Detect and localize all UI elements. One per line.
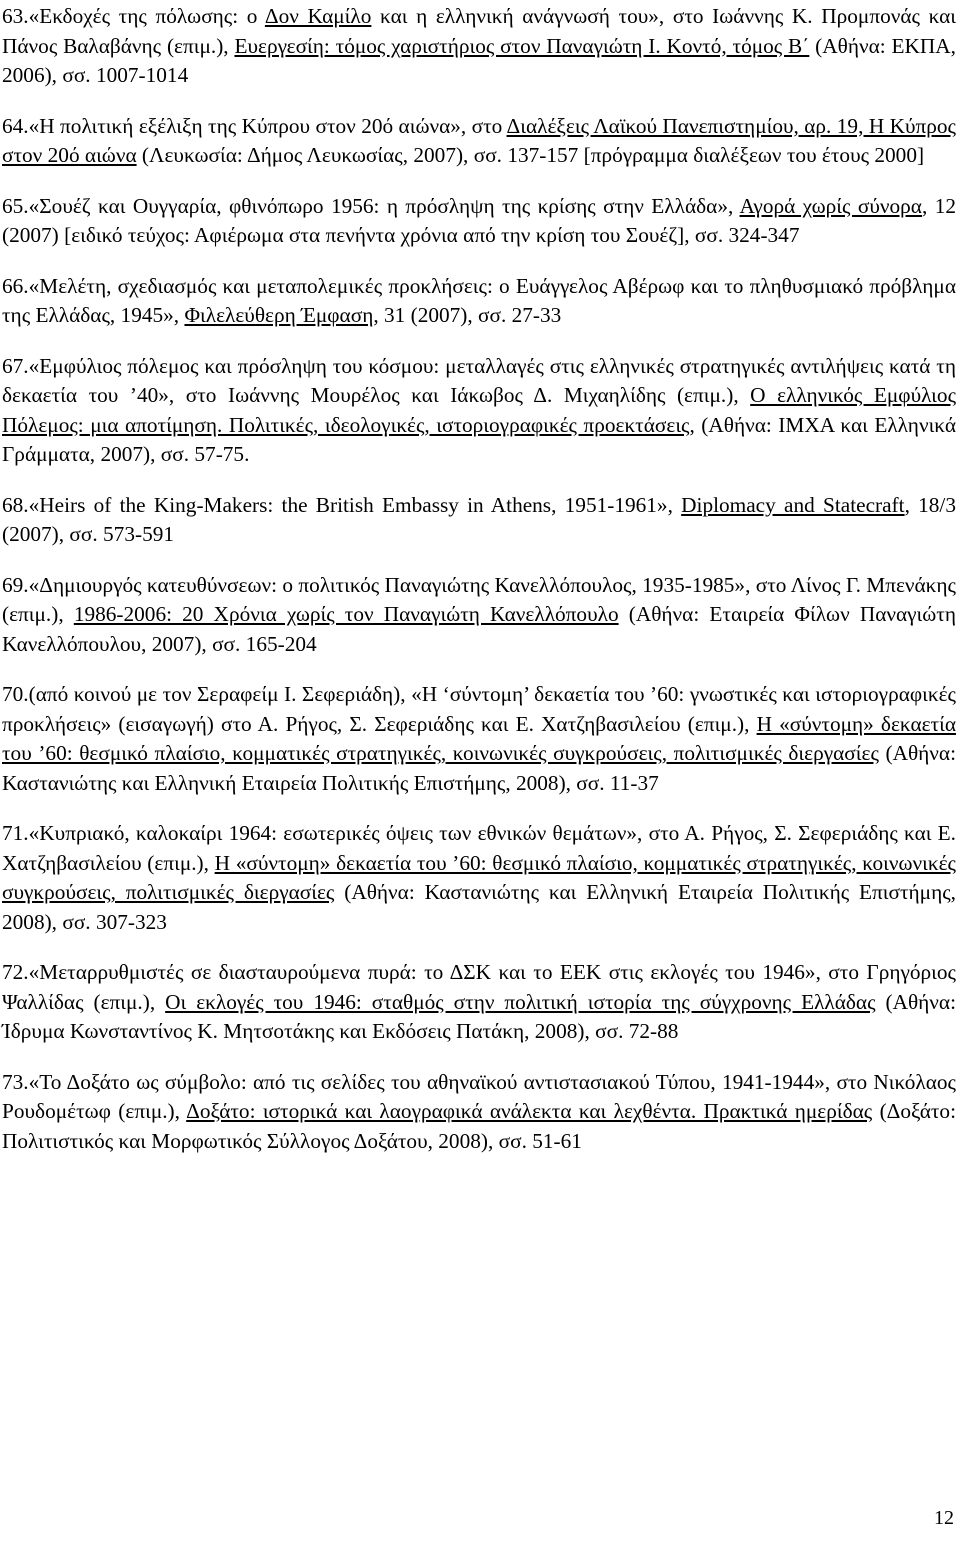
bibliography-entry-63 (2, 2, 956, 91)
entry-text: , (Αθήνα: ΙΜΧΑ και Ελληνικά Γράμματα, 2007), σσ. 57-75. (2, 412, 957, 466)
entry-title-underlined: Οι εκλογές του 1946: σταθμός στην πολιτική ιστορία της σύγχρονης Ελλάδας (165, 989, 876, 1014)
entry-title-underlined: Δον Καμίλο (264, 4, 372, 28)
entry-text: , 31 (2007), σσ. 27-33 (373, 303, 562, 327)
bibliography-entry-71 (2, 819, 956, 937)
entry-title-underlined: Αγορά χωρίς σύνορα (739, 193, 922, 218)
entry-text: (Αθήνα: ΕΚΠΑ, 2006), σσ. 1007-1014 (2, 33, 956, 87)
bibliography-entry-66 (2, 272, 956, 331)
entry-text: 67.«Εμφύλιος πόλεμος και πρόσληψη του κόσμου: μεταλλαγές στις ελληνικές στρατηγικές αντιλήψεις κατά τη δεκαετία του ’40», στο Ιωάννης Μουρέλος και Ιάκωβος Δ. Μιχαηλίδης (επιμ.), (2, 353, 956, 407)
entry-text: 71.«Κυπριακό, καλοκαίρι 1964: εσωτερικές όψεις των εθνικών θεμάτων», στο Α. Ρήγος, Σ. Σεφεριάδης και Ε. Χατζηβασιλείου (επιμ.), (2, 821, 956, 875)
entry-title-underlined: 1986-2006: 20 Χρόνια χωρίς τον Παναγιώτη Κανελλόπουλο (73, 602, 619, 626)
bibliography-entry-72 (2, 958, 956, 1047)
bibliography-entry-70 (2, 680, 956, 798)
entry-text: (Αθήνα: Καστανιώτης και Ελληνική Εταιρεία Πολιτικής Επιστήμης, 2008), σσ. 307-323 (2, 880, 956, 934)
entry-text: 68.«Heirs of the King-Makers: the British Embassy in Athens, 1951-1961», (2, 492, 682, 517)
bibliography-entry-64 (2, 112, 956, 171)
entry-text: 73.«Το Δοξάτο ως σύμβολο: από τις σελίδες του αθηναϊκού αντιστασιακού Τύπου, 1941-1944», στο Νικόλαος Ρουδομέτωφ (επιμ.), (2, 1069, 956, 1123)
page-number: 12 (934, 1507, 954, 1529)
entry-title-underlined: Ο ελληνικός Εμφύλιος Πόλεμος: μια αποτίμηση. Πολιτικές, ιδεολογικές, ιστοριογραφικές προεκτάσεις (2, 383, 956, 437)
entry-text: 65.«Σουέζ και Ουγγαρία, φθινόπωρο 1956: η πρόσληψη της κρίσης στην Ελλάδα», (2, 193, 740, 218)
entry-text: 63.«Εκδοχές της πόλωσης: ο (2, 4, 265, 28)
entry-text: 64.«Η πολιτική εξέλιξη της Κύπρου στον 20ό αιώνα», στο (2, 113, 507, 138)
bibliography-entry-69 (2, 571, 956, 660)
entry-title-underlined: Η «σύντομη» δεκαετία του ’60: θεσμικό πλαίσιο, κομματικές στρατηγικές, κοινωνικές συγκρούσεις, πολιτισμικές διεργασίες (2, 711, 957, 765)
entry-title-underlined: Δοξάτο: ιστορικά και λαογραφικά ανάλεκτα και λεχθέντα. Πρακτικά ημερίδας (186, 1099, 873, 1123)
entry-text: και η ελληνική ανάγνωσή του», στο Ιωάννης Κ. Προμπονάς και Πάνος Βαλαβάνης (επιμ.), (2, 4, 957, 58)
entry-text: (Αθήνα: Ίδρυμα Κωνσταντίνος Κ. Μητσοτάκης και Εκδόσεις Πατάκη, 2008), σσ. 72-88 (2, 989, 956, 1043)
entry-text: 70.(από κοινού με τον Σεραφείμ Ι. Σεφεριάδη), «Η ‘σύντομη’ δεκαετία του ’60: γνωστικές και ιστοριογραφικές προκλήσεις» (εισαγωγή) στο Α. Ρήγος, Σ. Σεφεριάδης και Ε. Χατζηβασιλείου (επιμ.), (2, 682, 956, 736)
entry-text: , 18/3 (2007), σσ. 573-591 (2, 492, 956, 546)
bibliography-list (2, 2, 956, 1177)
bibliography-entry-65 (2, 192, 956, 251)
bibliography-entry-67 (2, 352, 956, 470)
bibliography-entry-68 (2, 491, 956, 550)
entry-text: 72.«Μεταρρυθμιστές σε διασταυρούμενα πυρά: το ΔΣΚ και το ΕΕΚ στις εκλογές του 1946», στο Γρηγόριος Ψαλλίδας (επιμ.), (2, 960, 956, 1014)
entry-title-underlined: Φιλελεύθερη Έμφαση (184, 303, 374, 327)
entry-text: (Δοξάτο: Πολιτιστικός και Μορφωτικός Σύλλογος Δοξάτου, 2008), σσ. 51-61 (2, 1099, 957, 1153)
entry-title-underlined: Ευεργεσίη: τόμος χαριστήριος στον Παναγιώτη Ι. Κοντό, τόμος Β΄ (234, 33, 810, 58)
entry-title-underlined: Diplomacy and Statecraft (681, 492, 905, 517)
entry-text: , 12 (2007) [ειδικό τεύχος: Αφιέρωμα στα πενήντα χρόνια από την κρίση του Σουέζ], σσ. 324-347 (2, 193, 956, 247)
entry-text: (Λευκωσία: Δήμος Λευκωσίας, 2007), σσ. 137-157 [πρόγραμμα διαλέξεων του έτους 2000] (136, 143, 925, 167)
entry-text: 66.«Μελέτη, σχεδιασμός και μεταπολεμικές προκλήσεις: ο Ευάγγελος Αβέρωφ και το πληθυσμιακό πρόβλημα της Ελλάδας, 1945», (2, 273, 956, 327)
entry-text: (Αθήνα: Εταιρεία Φίλων Παναγιώτη Κανελλόπουλου, 2007), σσ. 165-204 (2, 602, 956, 656)
entry-title-underlined: Η «σύντομη» δεκαετία του ’60: θεσμικό πλαίσιο, κομματικές στρατηγικές, κοινωνικές συγκρούσεις, πολιτισμικές διεργασίες (2, 850, 956, 904)
bibliography-entry-73 (2, 1068, 956, 1157)
entry-text: 69.«Δημιουργός κατευθύνσεων: ο πολιτικός Παναγιώτης Κανελλόπουλος, 1935-1985», στο Λίνος Γ. Μπενάκης (επιμ.), (2, 572, 956, 626)
entry-title-underlined: Διαλέξεις Λαϊκού Πανεπιστημίου, αρ. 19, Η Κύπρος στον 20ό αιώνα (2, 113, 956, 167)
entry-text: (Αθήνα: Καστανιώτης και Ελληνική Εταιρεία Πολιτικής Επιστήμης, 2008), σσ. 11-37 (2, 741, 956, 795)
